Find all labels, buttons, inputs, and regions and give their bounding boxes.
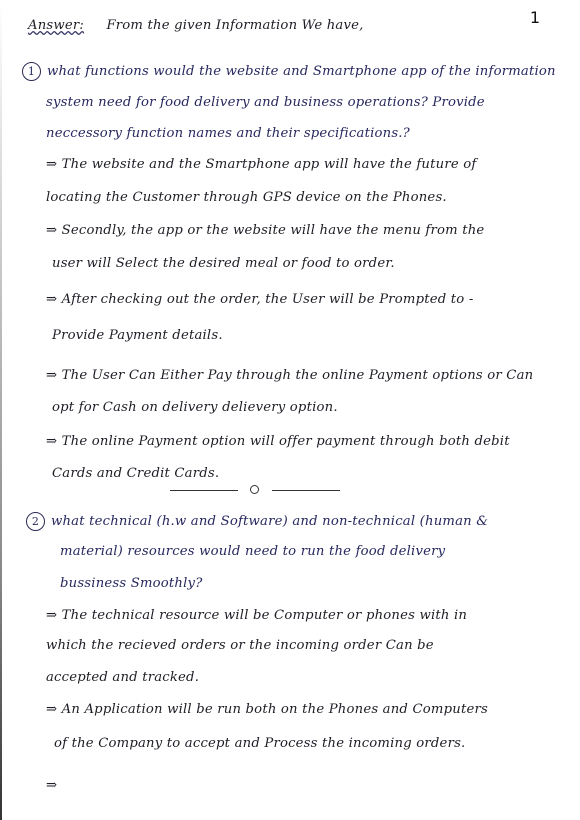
q1-answer-7: ⇒ The User Can Either Pay through the online Payment options or Can <box>46 368 534 383</box>
q1-number-badge: 1 <box>22 62 41 81</box>
q1-answer-1: ⇒ The website and the Smartphone app will have the future of <box>46 157 477 172</box>
q1-line-1 <box>22 62 580 81</box>
q1-answer-9: ⇒ The online Payment option will offer payment through both debit <box>46 434 510 449</box>
q2-answer-6: ⇒ <box>46 778 58 793</box>
q2-question-text-1: what technical (h.w and Software) and non-technical (human & <box>51 514 489 529</box>
q1-answer-10: Cards and Credit Cards. <box>52 466 220 481</box>
q1-answer-6: Provide Payment details. <box>52 328 223 343</box>
q1-line-3: neccessory function names and their specifications.? <box>46 126 410 141</box>
q1-answer-3: ⇒ Secondly, the app or the website will have the menu from the <box>46 223 485 238</box>
q2-line-3: bussiness Smoothly? <box>60 576 203 591</box>
q2-line-2: material) resources would need to run the food delivery <box>60 544 446 559</box>
q1-answer-2: locating the Customer through GPS device on the Phones. <box>46 190 447 205</box>
q2-answer-3: accepted and tracked. <box>46 670 200 685</box>
page-number: 1 <box>529 8 540 27</box>
section-divider <box>170 484 340 498</box>
q2-answer-1: ⇒ The technical resource will be Computer or phones with in <box>46 608 468 623</box>
q2-answer-5: of the Company to accept and Process the incoming orders. <box>54 736 466 751</box>
q1-answer-4: user will Select the desired meal or food to order. <box>52 256 395 271</box>
q1-answer-8: opt for Cash on delivery delievery option. <box>52 400 338 415</box>
intro-text: From the given Information We have, <box>106 18 364 33</box>
q2-line-1 <box>26 512 580 531</box>
page-edge-shadow <box>0 0 2 820</box>
q2-answer-2: which the recieved orders or the incoming order Can be <box>46 638 434 653</box>
q2-number-badge: 2 <box>26 512 45 531</box>
q1-answer-5: ⇒ After checking out the order, the User will be Prompted to - <box>46 292 474 307</box>
answer-header-row <box>28 18 580 33</box>
answer-label: Answer: <box>28 18 85 33</box>
q1-line-2: system need for food delivery and business operations? Provide <box>46 95 485 110</box>
q2-answer-4: ⇒ An Application will be run both on the Phones and Computers <box>46 702 488 717</box>
q1-question-text-1: what functions would the website and Smartphone app of the information <box>47 64 556 79</box>
